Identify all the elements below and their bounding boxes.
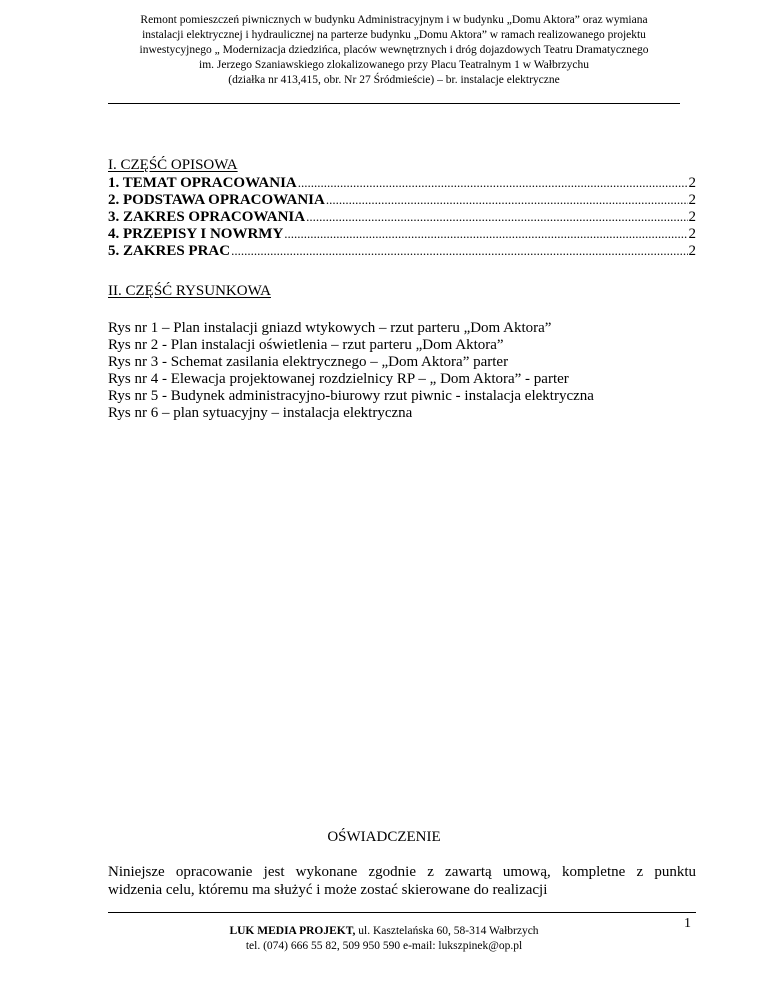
statement-title: OŚWIADCZENIE bbox=[327, 829, 441, 845]
drawings-section-title: II. CZĘŚĆ RYSUNKOWA bbox=[108, 283, 271, 299]
toc-dot-leader bbox=[298, 174, 688, 192]
toc-entry-label: 4. PRZEPISY I NOWRMY bbox=[108, 226, 284, 242]
toc-dot-leader bbox=[231, 242, 687, 260]
toc-section-title: I. CZĘŚĆ OPISOWA bbox=[108, 157, 238, 173]
footer-address: ul. Kasztelańska 60, 58-314 Wałbrzych bbox=[355, 925, 539, 937]
statement-line: Niniejsze opracowanie jest wykonane zgodnie z zawartą umową, kompletne z punktu bbox=[108, 864, 696, 880]
toc-entry-page: 2 bbox=[688, 192, 696, 208]
drawing-item: Rys nr 2 - Plan instalacji oświetlenia – rzut parteru „Dom Aktora” bbox=[108, 337, 504, 353]
toc-entry[interactable] bbox=[108, 191, 696, 208]
header-line: instalacji elektrycznej i hydraulicznej na parterze budynku „Domu Aktora” w ramach realizowanego projektu bbox=[142, 29, 646, 41]
statement-body bbox=[108, 863, 696, 899]
toc-entry-page: 2 bbox=[688, 243, 696, 259]
statement-line: widzenia celu, któremu ma służyć i może zostać skierowane do realizacji bbox=[108, 882, 548, 898]
header-line: (działka nr 413,415, obr. Nr 27 Śródmieście) – br. instalacje elektryczne bbox=[228, 74, 560, 86]
toc-dot-leader bbox=[306, 208, 687, 226]
document-footer bbox=[0, 924, 768, 954]
toc-entry-label: 3. ZAKRES OPRACOWANIA bbox=[108, 209, 306, 225]
toc-dot-leader bbox=[326, 191, 688, 209]
toc-entry-page: 2 bbox=[688, 175, 696, 191]
footer-address-line bbox=[0, 924, 768, 939]
toc-entry-label: 2. PODSTAWA OPRACOWANIA bbox=[108, 192, 325, 208]
toc-entry[interactable] bbox=[108, 174, 696, 191]
drawing-item: Rys nr 1 – Plan instalacji gniazd wtykowych – rzut parteru „Dom Aktora” bbox=[108, 320, 552, 336]
header-line: Remont pomieszczeń piwnicznych w budynku Administracyjnym i w budynku „Domu Aktora” oraz wymiana bbox=[140, 14, 648, 26]
header-line: im. Jerzego Szaniawskiego zlokalizowanego przy Placu Teatralnym 1 w Wałbrzychu bbox=[199, 59, 589, 71]
footer-contact: tel. (074) 666 55 82, 509 950 590 e-mail: lukszpinek@op.pl bbox=[245, 940, 523, 952]
toc-dot-leader bbox=[284, 225, 687, 243]
toc-entry-label: 5. ZAKRES PRAC bbox=[108, 243, 231, 259]
toc-entry[interactable] bbox=[108, 225, 696, 242]
drawings-list bbox=[108, 320, 688, 422]
header-line: inwestycyjnego „ Modernizacja dziedzińca, placów wewnętrznych i dróg dojazdowych Teatru Dramatycznego bbox=[139, 44, 649, 56]
drawing-item: Rys nr 4 - Elewacja projektowanej rozdzielnicy RP – „ Dom Aktora” - parter bbox=[108, 371, 569, 387]
toc-entry[interactable] bbox=[108, 242, 696, 259]
table-of-contents bbox=[108, 174, 696, 259]
toc-entry-page: 2 bbox=[688, 209, 696, 225]
drawing-item: Rys nr 6 – plan sytuacyjny – instalacja elektryczna bbox=[108, 405, 413, 421]
page-number: 1 bbox=[684, 916, 691, 931]
toc-entry-label: 1. TEMAT OPRACOWANIA bbox=[108, 175, 297, 191]
toc-entry-page: 2 bbox=[688, 226, 696, 242]
document-header bbox=[108, 13, 680, 88]
drawing-item: Rys nr 3 - Schemat zasilania elektrycznego – „Dom Aktora” parter bbox=[108, 354, 509, 370]
drawing-item: Rys nr 5 - Budynek administracyjno-biurowy rzut piwnic - instalacja elektryczna bbox=[108, 388, 594, 404]
header-divider bbox=[108, 103, 680, 104]
footer-divider bbox=[108, 912, 696, 913]
toc-entry[interactable] bbox=[108, 208, 696, 225]
footer-company-name: LUK MEDIA PROJEKT, bbox=[229, 925, 356, 937]
